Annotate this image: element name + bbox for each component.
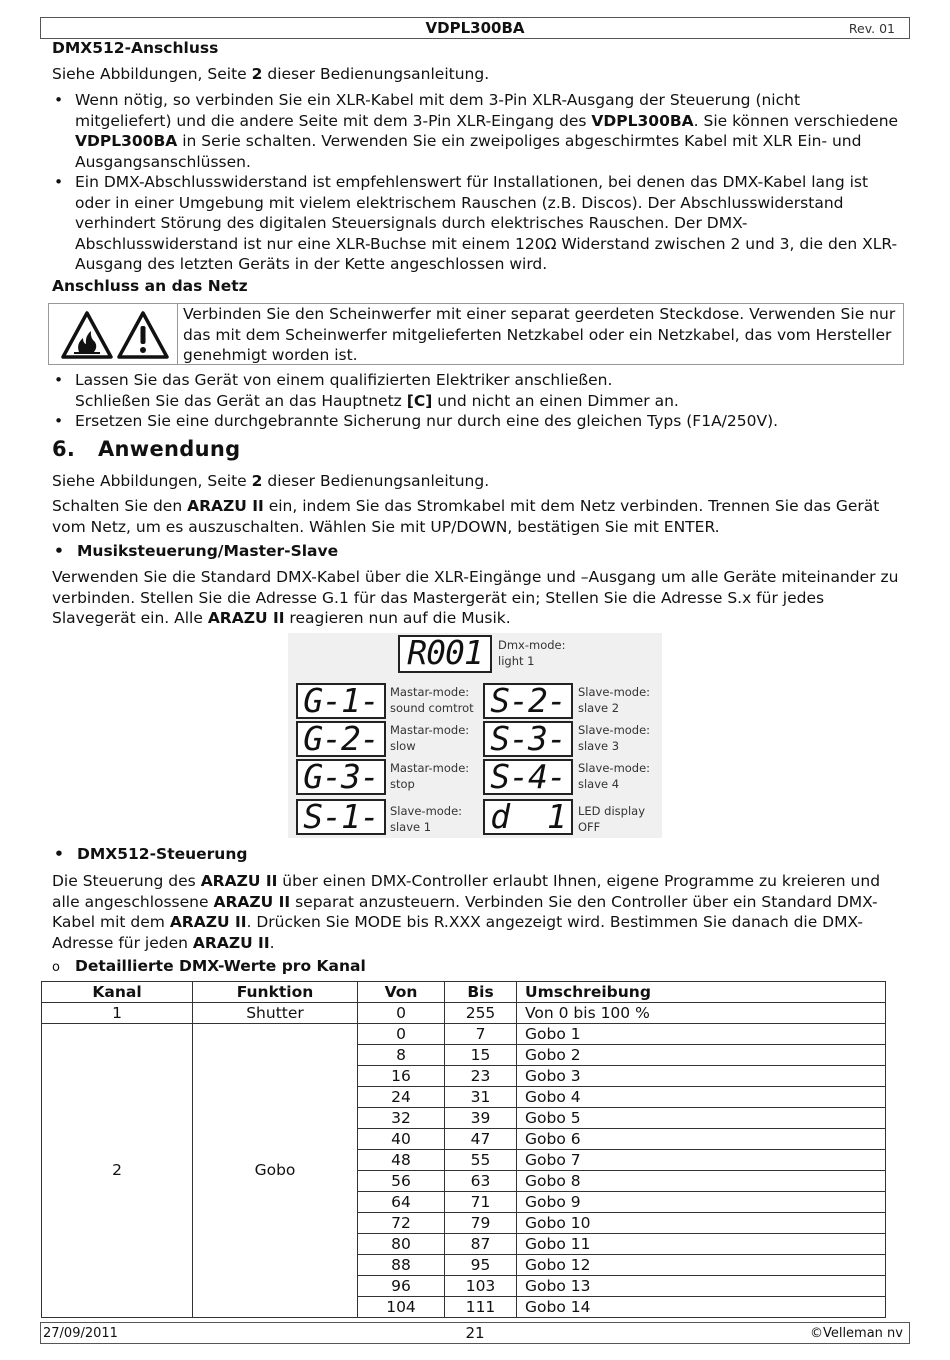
cell-umschreibung: Gobo 2 [517,1045,886,1066]
display-s4: S-4- [483,759,573,795]
display-s2: S-2- [483,683,573,719]
text: und nicht an einen Dimmer an. [432,391,679,410]
dmx-control-paragraph [52,871,900,953]
display-caption [498,637,566,669]
page-number: 21 [465,1324,485,1342]
intro-page-ref: 2 [251,472,263,490]
music-control-paragraph [52,567,900,629]
intro-text: Siehe Abbildungen, Seite [52,65,252,83]
text: Schließen Sie das Gerät an das Hauptnetz [75,391,407,410]
text: Wenn nötig, so verbinden Sie ein XLR-Kabel mit dem 3-Pin XLR-Ausgang der Steuerung (nicht mitgeliefert) und die andere Seite mit dem 3-Pin XLR-Eingang des [75,91,801,130]
cell-bis: 87 [445,1234,517,1255]
text: slow [390,739,416,753]
fire-hazard-warning-icon [49,304,177,364]
display-caption [390,722,469,754]
product-name: ARAZU II [200,872,278,890]
dmx-control-heading: • DMX512-Steuerung [54,845,248,863]
text: LED display [578,804,646,818]
cell-von: 32 [358,1108,445,1129]
text: stop [390,777,415,791]
cell-von: 96 [358,1276,445,1297]
list-item [52,172,900,275]
product-name: ARAZU II [207,609,285,627]
table-header-row [42,982,886,1003]
display-caption [390,760,469,792]
cell-kanal: 2 [42,1024,193,1318]
dmx-values-table [41,981,886,1318]
cell-bis: 39 [445,1108,517,1129]
cell-umschreibung: Gobo 5 [517,1108,886,1129]
display-caption [578,760,650,792]
cell-bis: 7 [445,1024,517,1045]
display-caption [390,684,474,716]
warning-box [48,303,904,365]
text: DMX512-Steuerung [77,845,248,863]
intro-text-end: dieser Bedienungsanleitung. [262,65,490,83]
text: Slave-mode: [578,685,651,699]
cell-von: 48 [358,1150,445,1171]
cell-bis: 95 [445,1255,517,1276]
text: in Serie schalten. Verwenden Sie ein zweipoliges abgeschirmtes Kabel mit XLR Ein- und Ausgangsanschlüssen. [75,132,862,171]
list-item [52,90,900,172]
cell-von: 56 [358,1171,445,1192]
text: slave 1 [390,820,432,834]
section-heading [52,437,240,461]
display-r001: R001 [398,635,492,673]
cell-von: 72 [358,1213,445,1234]
section-title: Anwendung [98,437,241,461]
display-d1: d 1 [483,799,573,835]
model-name: VDPL300BA [591,111,694,130]
text: OFF [578,820,601,834]
cell-bis: 15 [445,1045,517,1066]
display-caption [390,803,462,835]
cell-von: 8 [358,1045,445,1066]
cell-bis: 47 [445,1129,517,1150]
product-name: ARAZU II [169,913,247,931]
cell-bis: 63 [445,1171,517,1192]
cell-bis: 103 [445,1276,517,1297]
connector-ref: [C] [406,391,433,410]
cell-bis: 111 [445,1297,517,1318]
list-item [52,370,900,411]
text: dieser Bedienungsanleitung. [262,472,490,490]
section-intro [52,471,900,492]
cell-umschreibung: Gobo 3 [517,1066,886,1087]
model-name: VDPL300BA [75,132,178,150]
cell-umschreibung: Gobo 11 [517,1234,886,1255]
text: Mastar-mode: [390,761,470,775]
col-header-funktion: Funktion [193,982,358,1003]
cell-von: 88 [358,1255,445,1276]
header-title: VDPL300BA [425,19,525,37]
text: Detaillierte DMX-Werte pro Kanal [75,957,366,975]
display-modes-figure [288,633,662,838]
cell-von: 24 [358,1087,445,1108]
power-heading: Anschluss an das Netz [52,277,248,295]
text: Slave-mode: [390,804,463,818]
text: Ein DMX-Abschlusswiderstand ist empfehlenswert für Installationen, bei denen das DMX-Kabel lang ist oder in einer Umgebung mit vielem elektrischem Rauschen (z.B. Discos). Der Abschlusswiderstand verhindert Störung des digitalen Steuersignals durch elektrisches Rauschen. Der DMX-Abschlusswiderstand ist nur eine XLR-Buchse mit einem 120Ω Widerstand zwischen 2 und 3, die den XLR-Ausgang des letzten Geräts in der Kette angeschlossen wird. [75,173,898,273]
cell-umschreibung: Gobo 12 [517,1255,886,1276]
text: . [269,933,275,952]
cell-von: 64 [358,1192,445,1213]
cell-von: 40 [358,1129,445,1150]
list-marker: o [52,960,60,975]
cell-umschreibung: Gobo 1 [517,1024,886,1045]
footer-date: 27/09/2011 [43,1326,118,1341]
display-caption [578,684,650,716]
text: separat anzusteuern. Verbinden Sie den Controller über ein Standard DMX-Kabel mit dem [52,892,878,931]
cell-bis: 55 [445,1150,517,1171]
text: Lassen Sie das Gerät von einem qualifizierten Elektriker anschließen. [75,371,613,389]
warning-icons [49,304,178,364]
cell-umschreibung: Gobo 14 [517,1297,886,1318]
col-header-umschreibung: Umschreibung [517,982,886,1003]
text: Mastar-mode: [390,685,470,699]
col-header-von: Von [358,982,445,1003]
music-control-heading: • Musiksteuerung/Master-Slave [54,542,339,560]
cell-von: 80 [358,1234,445,1255]
text: sound comtrot [390,701,474,715]
cell-umschreibung: Gobo 9 [517,1192,886,1213]
cell-umschreibung: Gobo 6 [517,1129,886,1150]
text: über einen DMX-Controller erlaubt Ihnen, eigene Programme zu kreieren und alle angeschlossene [52,872,881,911]
display-g3: G-3- [296,759,386,795]
section-number: 6. [52,437,76,461]
cell-von: 104 [358,1297,445,1318]
power-on-paragraph [52,496,900,537]
text: Verwenden Sie die Standard DMX-Kabel über die XLR-Eingänge und –Ausgang um alle Geräte miteinander zu verbinden. Stellen Sie die Adresse G.1 für das Mastergerät ein; Stellen Sie die Adresse S.x für jedes Slavegerät ein. Alle [52,568,899,627]
text: Schalten Sie den [52,497,188,515]
text: Dmx-mode: [498,638,566,652]
dmx-connection-heading: DMX512-Anschluss [52,39,219,57]
display-g2: G-2- [296,721,386,757]
power-list [52,370,900,432]
text: slave 3 [578,739,620,753]
header-revision: Rev. 01 [848,21,895,36]
footer-copyright: ©Velleman nv [809,1326,903,1341]
product-name: ARAZU II [192,933,270,952]
display-s3: S-3- [483,721,573,757]
cell-umschreibung: Von 0 bis 100 % [517,1003,886,1024]
cell-von: 16 [358,1066,445,1087]
display-caption [578,803,645,835]
text: Ersetzen Sie eine durchgebrannte Sicherung nur durch eine des gleichen Typs (F1A/250V). [75,412,779,430]
table-row [42,1024,886,1045]
cell-umschreibung: Gobo 7 [517,1150,886,1171]
cell-umschreibung: Gobo 8 [517,1171,886,1192]
cell-umschreibung: Gobo 10 [517,1213,886,1234]
page-header [40,17,910,39]
dmx-connection-list [52,90,900,275]
text: Mastar-mode: [390,723,470,737]
intro-page-ref: 2 [251,65,263,83]
dmx-values-heading [52,957,366,975]
display-g1: G-1- [296,683,386,719]
text: Siehe Abbildungen, Seite [52,472,252,490]
cell-umschreibung: Gobo 4 [517,1087,886,1108]
table-row [42,1003,886,1024]
cell-bis: 71 [445,1192,517,1213]
col-header-kanal: Kanal [42,982,193,1003]
cell-umschreibung: Gobo 13 [517,1276,886,1297]
cell-bis: 255 [445,1003,517,1024]
dmx-connection-intro [52,64,900,85]
product-name: ARAZU II [187,497,264,515]
cell-von: 0 [358,1003,445,1024]
cell-kanal: 1 [42,1003,193,1024]
text: slave 2 [578,701,620,715]
text: Die Steuerung des [52,872,201,890]
text: . Drücken Sie MODE bis R.XXX angezeigt wird. Bestimmen Sie danach die DMX-Adresse für jeden [52,913,863,952]
text: Musiksteuerung/Master-Slave [77,542,339,560]
list-item [52,411,900,432]
col-header-bis: Bis [445,982,517,1003]
display-s1: S-1- [296,799,386,835]
cell-bis: 79 [445,1213,517,1234]
text: Slave-mode: [578,761,651,775]
cell-bis: 23 [445,1066,517,1087]
text: ein, indem Sie das Stromkabel mit dem Netz verbinden. Trennen Sie das Gerät vom Netz, um es auszuschalten. Wählen Sie mit UP/DOWN, bestätigen Sie mit ENTER. [52,497,880,536]
cell-funktion: Gobo [193,1024,358,1318]
cell-bis: 31 [445,1087,517,1108]
text: . Sie können verschiedene [693,111,899,130]
cell-von: 0 [358,1024,445,1045]
warning-text: Verbinden Sie den Scheinwerfer mit einer separat geerdeten Steckdose. Verwenden Sie nur das mit dem Scheinwerfer mitgelieferten Netzkabel oder ein Netzkabel, das vom Hersteller genehmigt worden ist. [183,305,896,364]
product-name: ARAZU II [213,892,291,911]
display-caption [578,722,650,754]
cell-funktion: Shutter [193,1003,358,1024]
page-footer [40,1322,910,1344]
text: reagieren nun auf die Musik. [284,609,511,627]
text: light 1 [498,654,535,668]
text: Slave-mode: [578,723,651,737]
text: slave 4 [578,777,620,791]
